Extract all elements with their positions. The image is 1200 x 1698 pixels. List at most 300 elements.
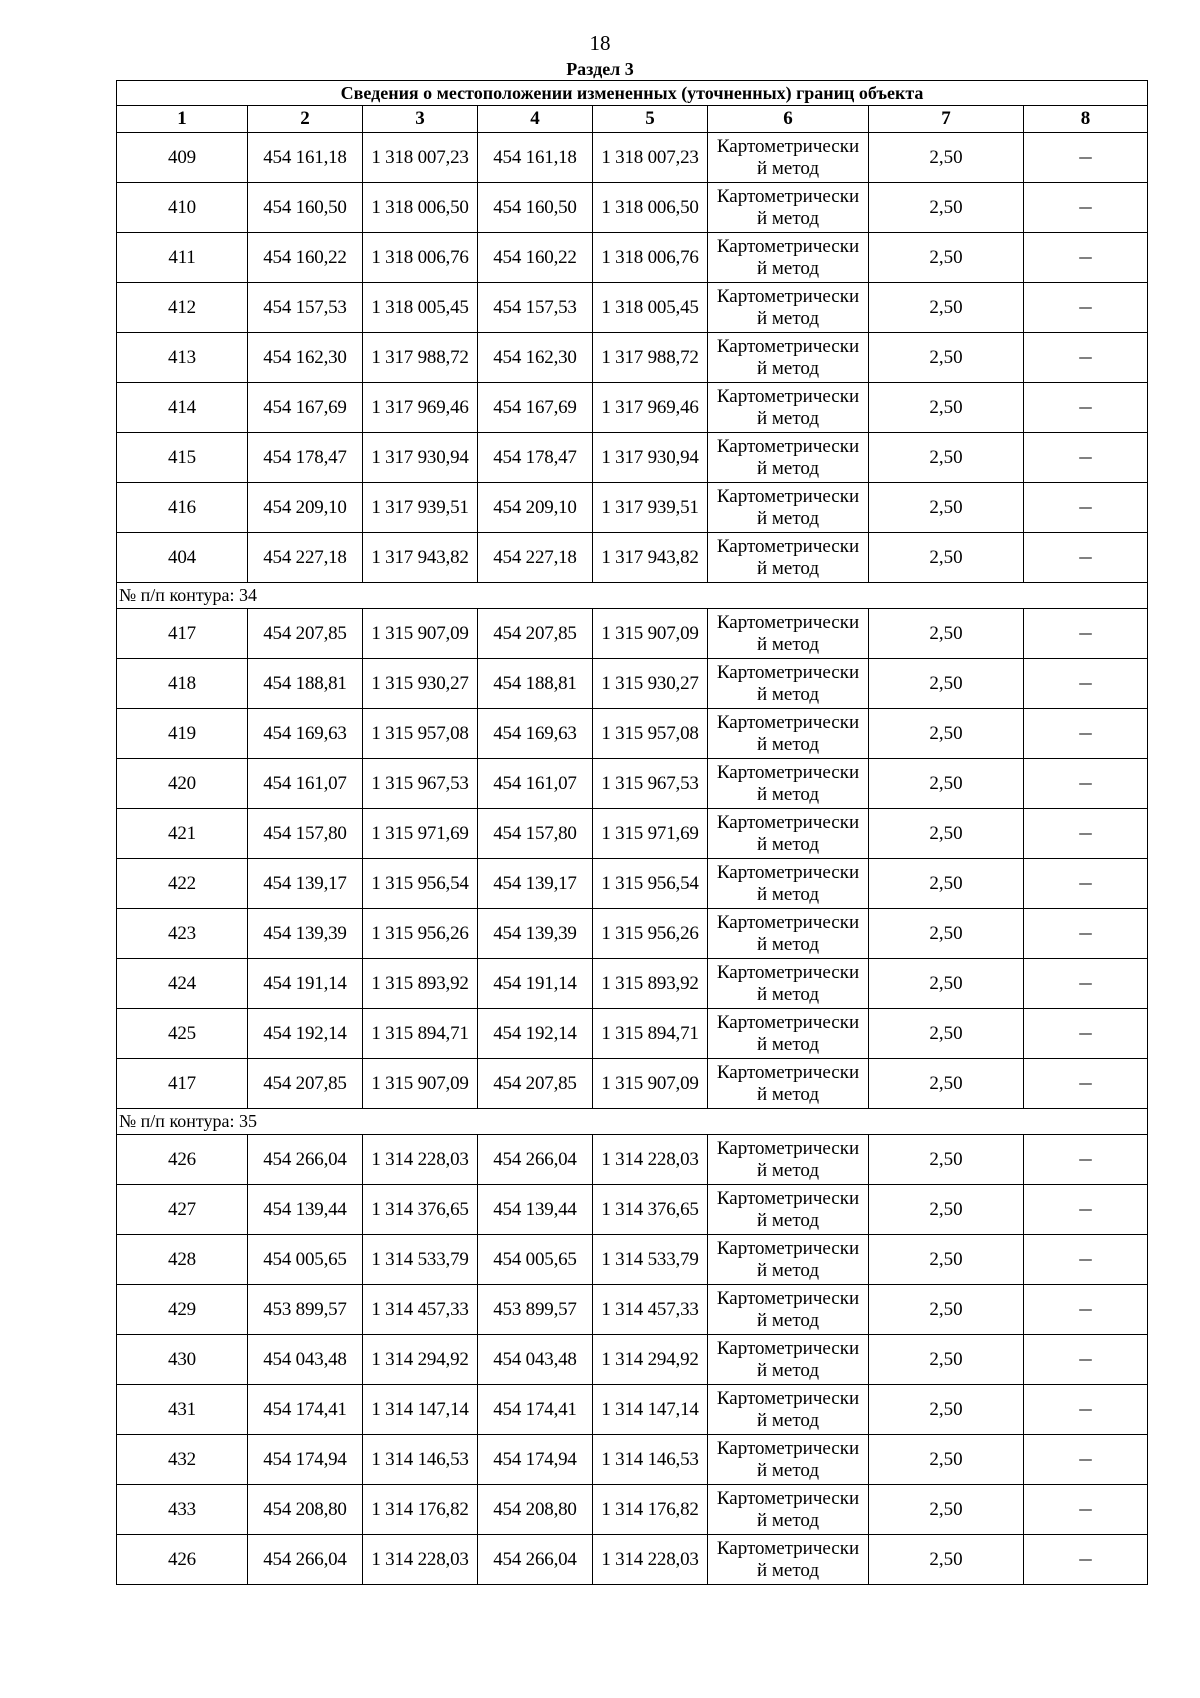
coord-y-existing-cell: 1 318 006,50 — [363, 183, 478, 233]
point-number-cell: 415 — [117, 433, 248, 483]
coord-y-existing-cell: 1 318 005,45 — [363, 283, 478, 333]
accuracy-cell: 2,50 — [869, 959, 1024, 1009]
method-text-line1: Картометрически — [716, 135, 860, 157]
coord-y-new-cell: 1 317 930,94 — [593, 433, 708, 483]
coord-x-new-cell: 454 192,14 — [478, 1009, 593, 1059]
method-text-line2: й метод — [756, 683, 820, 705]
method-cell — [708, 1135, 869, 1185]
method-text-line1: Картометрически — [716, 235, 860, 257]
column-number: 6 — [708, 106, 869, 133]
empty-mark-cell: — — [1024, 133, 1148, 183]
method-cell — [708, 1185, 869, 1235]
table-row — [117, 1335, 1148, 1385]
coord-x-new-cell: 454 208,80 — [478, 1485, 593, 1535]
method-cell — [708, 133, 869, 183]
accuracy-cell: 2,50 — [869, 859, 1024, 909]
method-text-line1: Картометрически — [716, 761, 860, 783]
method-text-line2: й метод — [756, 1033, 820, 1055]
table-row — [117, 133, 1148, 183]
method-cell — [708, 759, 869, 809]
method-cell — [708, 1009, 869, 1059]
coord-y-existing-cell: 1 314 533,79 — [363, 1235, 478, 1285]
method-text-line2: й метод — [756, 357, 820, 379]
coord-x-new-cell: 454 162,30 — [478, 333, 593, 383]
method-text-line1: Картометрически — [716, 1337, 860, 1359]
coord-x-new-cell: 454 178,47 — [478, 433, 593, 483]
coord-y-new-cell: 1 315 971,69 — [593, 809, 708, 859]
method-cell — [708, 1435, 869, 1485]
coord-y-new-cell: 1 314 146,53 — [593, 1435, 708, 1485]
accuracy-cell: 2,50 — [869, 533, 1024, 583]
accuracy-cell: 2,50 — [869, 1485, 1024, 1535]
table-row — [117, 1285, 1148, 1335]
coord-y-existing-cell: 1 314 176,82 — [363, 1485, 478, 1535]
coord-x-existing-cell: 454 208,80 — [248, 1485, 363, 1535]
table-row — [117, 333, 1148, 383]
coord-x-existing-cell: 454 266,04 — [248, 1535, 363, 1585]
coord-x-new-cell: 454 207,85 — [478, 609, 593, 659]
empty-mark-cell: — — [1024, 283, 1148, 333]
table-row — [117, 1435, 1148, 1485]
table-row — [117, 709, 1148, 759]
method-text-line1: Картометрически — [716, 185, 860, 207]
coord-x-existing-cell: 454 139,17 — [248, 859, 363, 909]
coord-y-new-cell: 1 315 907,09 — [593, 609, 708, 659]
coord-y-existing-cell: 1 315 971,69 — [363, 809, 478, 859]
method-text-line2: й метод — [756, 207, 820, 229]
point-number-cell: 414 — [117, 383, 248, 433]
empty-mark-cell: — — [1024, 433, 1148, 483]
column-number-row — [117, 106, 1148, 133]
method-text-line2: й метод — [756, 1159, 820, 1181]
coord-y-new-cell: 1 315 957,08 — [593, 709, 708, 759]
method-text-line2: й метод — [756, 457, 820, 479]
method-text-line2: й метод — [756, 557, 820, 579]
point-number-cell: 428 — [117, 1235, 248, 1285]
coord-y-new-cell: 1 314 533,79 — [593, 1235, 708, 1285]
coord-y-existing-cell: 1 317 943,82 — [363, 533, 478, 583]
empty-mark-cell: — — [1024, 533, 1148, 583]
point-number-cell: 431 — [117, 1385, 248, 1435]
coord-x-existing-cell: 454 161,18 — [248, 133, 363, 183]
coord-x-existing-cell: 454 266,04 — [248, 1135, 363, 1185]
point-number-cell: 420 — [117, 759, 248, 809]
method-text-line1: Картометрически — [716, 661, 860, 683]
accuracy-cell: 2,50 — [869, 433, 1024, 483]
point-number-cell: 432 — [117, 1435, 248, 1485]
accuracy-cell: 2,50 — [869, 1235, 1024, 1285]
coord-y-existing-cell: 1 317 930,94 — [363, 433, 478, 483]
coord-x-new-cell: 454 157,53 — [478, 283, 593, 333]
coord-x-existing-cell: 454 167,69 — [248, 383, 363, 433]
coord-x-new-cell: 454 191,14 — [478, 959, 593, 1009]
contour-label: № п/п контура: 35 — [117, 1109, 1148, 1135]
point-number-cell: 409 — [117, 133, 248, 183]
coord-x-existing-cell: 454 188,81 — [248, 659, 363, 709]
point-number-cell: 416 — [117, 483, 248, 533]
empty-mark-cell: — — [1024, 1235, 1148, 1285]
column-number: 7 — [869, 106, 1024, 133]
empty-mark-cell: — — [1024, 959, 1148, 1009]
method-text-line2: й метод — [756, 983, 820, 1005]
coord-x-new-cell: 454 005,65 — [478, 1235, 593, 1285]
empty-mark-cell: — — [1024, 1059, 1148, 1109]
method-cell — [708, 383, 869, 433]
coord-y-existing-cell: 1 314 457,33 — [363, 1285, 478, 1335]
point-number-cell: 423 — [117, 909, 248, 959]
coord-x-existing-cell: 454 174,41 — [248, 1385, 363, 1435]
accuracy-cell: 2,50 — [869, 909, 1024, 959]
contour-label: № п/п контура: 34 — [117, 583, 1148, 609]
coord-y-existing-cell: 1 317 988,72 — [363, 333, 478, 383]
empty-mark-cell: — — [1024, 609, 1148, 659]
method-text-line1: Картометрически — [716, 1237, 860, 1259]
coord-x-new-cell: 454 266,04 — [478, 1135, 593, 1185]
coord-x-existing-cell: 454 207,85 — [248, 609, 363, 659]
table-row — [117, 383, 1148, 433]
table-row — [117, 959, 1148, 1009]
method-text-line1: Картометрически — [716, 335, 860, 357]
empty-mark-cell: — — [1024, 1009, 1148, 1059]
accuracy-cell: 2,50 — [869, 1009, 1024, 1059]
table-row — [117, 1385, 1148, 1435]
coord-y-existing-cell: 1 315 907,09 — [363, 609, 478, 659]
coord-y-existing-cell: 1 318 007,23 — [363, 133, 478, 183]
coord-y-new-cell: 1 318 007,23 — [593, 133, 708, 183]
method-text-line1: Картометрически — [716, 861, 860, 883]
method-text-line2: й метод — [756, 1509, 820, 1531]
method-text-line1: Картометрически — [716, 1061, 860, 1083]
method-cell — [708, 1235, 869, 1285]
accuracy-cell: 2,50 — [869, 1285, 1024, 1335]
coord-y-existing-cell: 1 315 893,92 — [363, 959, 478, 1009]
accuracy-cell: 2,50 — [869, 1435, 1024, 1485]
coord-x-existing-cell: 454 005,65 — [248, 1235, 363, 1285]
coord-y-existing-cell: 1 314 147,14 — [363, 1385, 478, 1435]
coord-y-new-cell: 1 314 376,65 — [593, 1185, 708, 1235]
point-number-cell: 412 — [117, 283, 248, 333]
coord-x-existing-cell: 454 139,44 — [248, 1185, 363, 1235]
method-text-line1: Картометрически — [716, 711, 860, 733]
method-text-line1: Картометрически — [716, 1487, 860, 1509]
method-cell — [708, 1485, 869, 1535]
method-text-line2: й метод — [756, 633, 820, 655]
method-text-line1: Картометрически — [716, 1387, 860, 1409]
method-cell — [708, 1285, 869, 1335]
boundary-coordinates-table — [116, 80, 1148, 1585]
table-row — [117, 483, 1148, 533]
coord-x-new-cell: 454 160,50 — [478, 183, 593, 233]
point-number-cell: 426 — [117, 1135, 248, 1185]
coord-y-existing-cell: 1 315 956,26 — [363, 909, 478, 959]
accuracy-cell: 2,50 — [869, 1385, 1024, 1435]
coord-y-existing-cell: 1 318 006,76 — [363, 233, 478, 283]
coord-x-new-cell: 454 139,17 — [478, 859, 593, 909]
coord-y-new-cell: 1 318 006,50 — [593, 183, 708, 233]
table-row — [117, 1485, 1148, 1535]
method-text-line1: Картометрически — [716, 485, 860, 507]
coord-y-new-cell: 1 314 294,92 — [593, 1335, 708, 1385]
accuracy-cell: 2,50 — [869, 1535, 1024, 1585]
accuracy-cell: 2,50 — [869, 709, 1024, 759]
coord-y-existing-cell: 1 315 957,08 — [363, 709, 478, 759]
method-cell — [708, 859, 869, 909]
point-number-cell: 426 — [117, 1535, 248, 1585]
empty-mark-cell: — — [1024, 1485, 1148, 1535]
coord-y-new-cell: 1 315 967,53 — [593, 759, 708, 809]
method-text-line2: й метод — [756, 257, 820, 279]
point-number-cell: 424 — [117, 959, 248, 1009]
coord-y-existing-cell: 1 315 930,27 — [363, 659, 478, 709]
coord-x-new-cell: 454 188,81 — [478, 659, 593, 709]
coord-y-new-cell: 1 318 006,76 — [593, 233, 708, 283]
point-number-cell: 417 — [117, 1059, 248, 1109]
method-text-line2: й метод — [756, 833, 820, 855]
empty-mark-cell: — — [1024, 1335, 1148, 1385]
coord-y-new-cell: 1 315 956,54 — [593, 859, 708, 909]
coord-x-existing-cell: 454 169,63 — [248, 709, 363, 759]
empty-mark-cell: — — [1024, 1535, 1148, 1585]
method-text-line2: й метод — [756, 1409, 820, 1431]
coord-y-existing-cell: 1 314 146,53 — [363, 1435, 478, 1485]
coord-y-existing-cell: 1 317 969,46 — [363, 383, 478, 433]
coord-x-existing-cell: 454 178,47 — [248, 433, 363, 483]
method-text-line2: й метод — [756, 1309, 820, 1331]
point-number-cell: 410 — [117, 183, 248, 233]
method-text-line1: Картометрически — [716, 285, 860, 307]
method-text-line2: й метод — [756, 933, 820, 955]
coord-y-existing-cell: 1 315 956,54 — [363, 859, 478, 909]
method-cell — [708, 533, 869, 583]
method-cell — [708, 709, 869, 759]
method-text-line1: Картометрически — [716, 1287, 860, 1309]
accuracy-cell: 2,50 — [869, 1185, 1024, 1235]
empty-mark-cell: — — [1024, 759, 1148, 809]
table-row — [117, 1009, 1148, 1059]
coord-x-new-cell: 454 161,07 — [478, 759, 593, 809]
method-text-line1: Картометрически — [716, 435, 860, 457]
coord-y-existing-cell: 1 314 376,65 — [363, 1185, 478, 1235]
coord-y-new-cell: 1 318 005,45 — [593, 283, 708, 333]
coord-y-new-cell: 1 315 907,09 — [593, 1059, 708, 1109]
method-text-line2: й метод — [756, 1083, 820, 1105]
method-text-line1: Картометрически — [716, 1537, 860, 1559]
point-number-cell: 411 — [117, 233, 248, 283]
point-number-cell: 404 — [117, 533, 248, 583]
coord-x-new-cell: 454 161,18 — [478, 133, 593, 183]
coord-x-new-cell: 454 139,39 — [478, 909, 593, 959]
coord-x-existing-cell: 454 207,85 — [248, 1059, 363, 1109]
method-text-line2: й метод — [756, 1209, 820, 1231]
column-number: 4 — [478, 106, 593, 133]
point-number-cell: 429 — [117, 1285, 248, 1335]
method-cell — [708, 1059, 869, 1109]
coord-y-new-cell: 1 317 939,51 — [593, 483, 708, 533]
coord-y-existing-cell: 1 314 228,03 — [363, 1135, 478, 1185]
coord-x-existing-cell: 453 899,57 — [248, 1285, 363, 1335]
method-text-line1: Картометрически — [716, 1137, 860, 1159]
empty-mark-cell: — — [1024, 909, 1148, 959]
accuracy-cell: 2,50 — [869, 659, 1024, 709]
empty-mark-cell: — — [1024, 483, 1148, 533]
table-caption-row — [117, 81, 1148, 106]
empty-mark-cell: — — [1024, 1285, 1148, 1335]
table-row — [117, 183, 1148, 233]
method-text-line2: й метод — [756, 407, 820, 429]
coord-x-new-cell: 454 227,18 — [478, 533, 593, 583]
contour-header-row — [117, 583, 1148, 609]
accuracy-cell: 2,50 — [869, 609, 1024, 659]
point-number-cell: 425 — [117, 1009, 248, 1059]
coord-y-existing-cell: 1 315 907,09 — [363, 1059, 478, 1109]
coord-y-new-cell: 1 315 894,71 — [593, 1009, 708, 1059]
point-number-cell: 427 — [117, 1185, 248, 1235]
coord-y-new-cell: 1 315 893,92 — [593, 959, 708, 1009]
empty-mark-cell: — — [1024, 1185, 1148, 1235]
empty-mark-cell: — — [1024, 333, 1148, 383]
accuracy-cell: 2,50 — [869, 183, 1024, 233]
page-number: 18 — [589, 31, 611, 55]
column-number: 5 — [593, 106, 708, 133]
coord-x-new-cell: 454 139,44 — [478, 1185, 593, 1235]
section-title: Раздел 3 — [566, 59, 634, 79]
method-text-line2: й метод — [756, 1259, 820, 1281]
coord-x-new-cell: 454 043,48 — [478, 1335, 593, 1385]
method-text-line1: Картометрически — [716, 1437, 860, 1459]
table-row — [117, 533, 1148, 583]
method-cell — [708, 183, 869, 233]
coord-x-new-cell: 454 160,22 — [478, 233, 593, 283]
coord-y-new-cell: 1 314 228,03 — [593, 1535, 708, 1585]
table-row — [117, 1135, 1148, 1185]
table-row — [117, 283, 1148, 333]
method-cell — [708, 809, 869, 859]
coord-y-new-cell: 1 314 228,03 — [593, 1135, 708, 1185]
method-cell — [708, 233, 869, 283]
empty-mark-cell: — — [1024, 709, 1148, 759]
method-cell — [708, 659, 869, 709]
point-number-cell: 417 — [117, 609, 248, 659]
method-cell — [708, 1385, 869, 1435]
method-cell — [708, 1335, 869, 1385]
coord-y-new-cell: 1 317 943,82 — [593, 533, 708, 583]
accuracy-cell: 2,50 — [869, 283, 1024, 333]
empty-mark-cell: — — [1024, 233, 1148, 283]
method-text-line1: Картометрически — [716, 611, 860, 633]
coord-y-new-cell: 1 315 930,27 — [593, 659, 708, 709]
coord-y-existing-cell: 1 317 939,51 — [363, 483, 478, 533]
accuracy-cell: 2,50 — [869, 233, 1024, 283]
table-row — [117, 433, 1148, 483]
method-text-line2: й метод — [756, 1359, 820, 1381]
accuracy-cell: 2,50 — [869, 483, 1024, 533]
coord-x-new-cell: 454 174,41 — [478, 1385, 593, 1435]
method-text-line1: Картометрически — [716, 1011, 860, 1033]
coord-x-new-cell: 454 157,80 — [478, 809, 593, 859]
coord-y-existing-cell: 1 315 894,71 — [363, 1009, 478, 1059]
method-cell — [708, 433, 869, 483]
method-cell — [708, 283, 869, 333]
empty-mark-cell: — — [1024, 659, 1148, 709]
coord-y-new-cell: 1 314 176,82 — [593, 1485, 708, 1535]
coord-x-existing-cell: 454 174,94 — [248, 1435, 363, 1485]
method-text-line2: й метод — [756, 157, 820, 179]
coord-x-existing-cell: 454 157,80 — [248, 809, 363, 859]
method-cell — [708, 1535, 869, 1585]
coord-y-existing-cell: 1 314 294,92 — [363, 1335, 478, 1385]
empty-mark-cell: — — [1024, 383, 1148, 433]
empty-mark-cell: — — [1024, 859, 1148, 909]
table-caption: Сведения о местоположении измененных (уточненных) границ объекта — [117, 81, 1148, 106]
coord-y-new-cell: 1 317 988,72 — [593, 333, 708, 383]
empty-mark-cell: — — [1024, 1435, 1148, 1485]
method-text-line2: й метод — [756, 1459, 820, 1481]
coord-x-existing-cell: 454 162,30 — [248, 333, 363, 383]
coord-x-existing-cell: 454 043,48 — [248, 1335, 363, 1385]
table-row — [117, 1185, 1148, 1235]
accuracy-cell: 2,50 — [869, 759, 1024, 809]
column-number: 8 — [1024, 106, 1148, 133]
method-text-line1: Картометрически — [716, 911, 860, 933]
empty-mark-cell: — — [1024, 1135, 1148, 1185]
method-text-line1: Картометрически — [716, 961, 860, 983]
method-text-line2: й метод — [756, 733, 820, 755]
column-number: 2 — [248, 106, 363, 133]
column-number: 3 — [363, 106, 478, 133]
empty-mark-cell: — — [1024, 1385, 1148, 1435]
coord-x-new-cell: 454 266,04 — [478, 1535, 593, 1585]
empty-mark-cell: — — [1024, 183, 1148, 233]
coord-x-new-cell: 454 169,63 — [478, 709, 593, 759]
table-row — [117, 909, 1148, 959]
column-number: 1 — [117, 106, 248, 133]
coord-y-existing-cell: 1 315 967,53 — [363, 759, 478, 809]
coord-y-new-cell: 1 314 147,14 — [593, 1385, 708, 1435]
accuracy-cell: 2,50 — [869, 1135, 1024, 1185]
coord-y-existing-cell: 1 314 228,03 — [363, 1535, 478, 1585]
table-row — [117, 1535, 1148, 1585]
coord-y-new-cell: 1 314 457,33 — [593, 1285, 708, 1335]
method-text-line2: й метод — [756, 883, 820, 905]
method-cell — [708, 959, 869, 1009]
contour-header-row — [117, 1109, 1148, 1135]
method-text-line1: Картометрически — [716, 535, 860, 557]
method-text-line2: й метод — [756, 783, 820, 805]
coord-x-new-cell: 453 899,57 — [478, 1285, 593, 1335]
method-text-line2: й метод — [756, 307, 820, 329]
point-number-cell: 421 — [117, 809, 248, 859]
coord-x-new-cell: 454 207,85 — [478, 1059, 593, 1109]
table-row — [117, 759, 1148, 809]
coord-x-existing-cell: 454 192,14 — [248, 1009, 363, 1059]
coord-x-existing-cell: 454 139,39 — [248, 909, 363, 959]
table-row — [117, 809, 1148, 859]
coord-x-existing-cell: 454 160,50 — [248, 183, 363, 233]
accuracy-cell: 2,50 — [869, 1335, 1024, 1385]
method-text-line1: Картометрически — [716, 811, 860, 833]
method-text-line2: й метод — [756, 1559, 820, 1581]
accuracy-cell: 2,50 — [869, 333, 1024, 383]
accuracy-cell: 2,50 — [869, 383, 1024, 433]
table-row — [117, 1059, 1148, 1109]
coord-x-new-cell: 454 167,69 — [478, 383, 593, 433]
coord-x-existing-cell: 454 227,18 — [248, 533, 363, 583]
coord-x-existing-cell: 454 161,07 — [248, 759, 363, 809]
method-cell — [708, 333, 869, 383]
coord-x-new-cell: 454 174,94 — [478, 1435, 593, 1485]
point-number-cell: 433 — [117, 1485, 248, 1535]
table-row — [117, 609, 1148, 659]
